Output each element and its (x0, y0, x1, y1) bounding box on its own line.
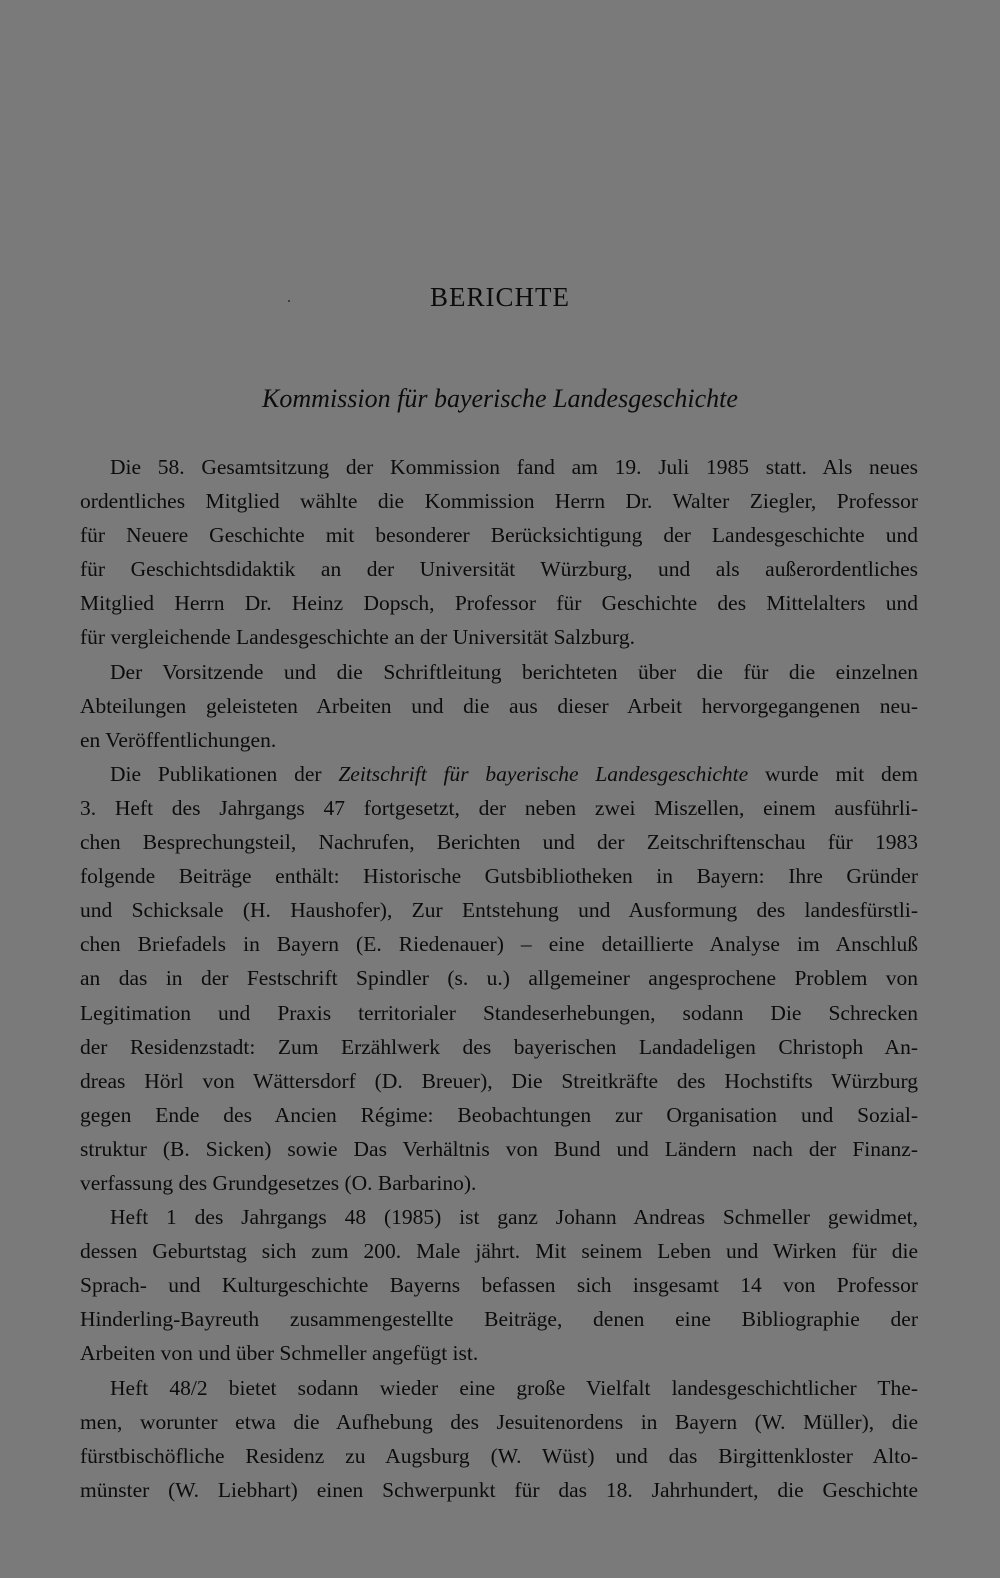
text-line: Heft 48/2 bietet sodann wieder eine große Vielfalt landesgeschichtlicher The- (110, 1375, 918, 1400)
paragraph-5 (80, 1371, 918, 1507)
text-line: verfassung des Grundgesetzes (O. Barbarino). (80, 1170, 477, 1195)
text-line: dreas Hörl von Wättersdorf (D. Breuer), Die Streitkräfte des Hochstifts Würzburg (80, 1068, 918, 1093)
text-line: Arbeiten von und über Schmeller angefügt ist. (80, 1341, 479, 1366)
text-line: für vergleichende Landesgeschichte an der Universität Salzburg. (80, 625, 636, 650)
text-line: fürstbischöfliche Residenz zu Augsburg (W. Wüst) und das Birgittenkloster Alto- (80, 1443, 918, 1468)
text-run: wurde mit dem (748, 761, 918, 786)
text-run: Die Publikationen der (110, 761, 339, 786)
text-line: men, worunter etwa die Aufhebung des Jesuitenordens in Bayern (W. Müller), die (80, 1409, 918, 1434)
journal-title: Zeitschrift für bayerische Landesgeschichte (338, 761, 749, 786)
text-line: gegen Ende des Ancien Régime: Beobachtungen zur Organisation und Sozial- (80, 1102, 918, 1127)
text-line: Heft 1 des Jahrgangs 48 (1985) ist ganz Johann Andreas Schmeller gewidmet, (110, 1205, 918, 1230)
text-line (80, 757, 918, 791)
text-line: und Schicksale (H. Haushofer), Zur Entstehung und Ausformung des landesfürstli- (80, 898, 918, 923)
paragraph-1 (80, 450, 918, 655)
paragraph-3 (80, 757, 918, 1200)
paragraph-4 (80, 1200, 918, 1370)
text-line: folgende Beiträge enthält: Historische Gutsbibliotheken in Bayern: Ihre Gründer (80, 864, 918, 889)
text-line: Sprach- und Kulturgeschichte Bayerns befassen sich insgesamt 14 von Professor (80, 1273, 918, 1298)
section-heading: BERICHTE (430, 282, 570, 312)
text-line: an das in der Festschrift Spindler (s. u.) allgemeiner angesprochene Problem von (80, 966, 918, 991)
body-text (80, 450, 918, 1507)
text-line: struktur (B. Sicken) sowie Das Verhältnis von Bund und Ländern nach der Finanz- (80, 1136, 918, 1161)
text-line: Legitimation und Praxis territorialer Standeserhebungen, sodann Die Schrecken (80, 1000, 918, 1025)
text-line: für Neuere Geschichte mit besonderer Berücksichtigung der Landesgeschichte und (80, 523, 918, 548)
text-line: dessen Geburtstag sich zum 200. Male jährt. Mit seinem Leben und Wirken für die (80, 1239, 918, 1264)
article-title: Kommission für bayerische Landesgeschichte (262, 384, 738, 413)
text-line: 3. Heft des Jahrgangs 47 fortgesetzt, der neben zwei Miszellen, einem ausführli- (80, 795, 918, 820)
text-line: Der Vorsitzende und die Schriftleitung berichteten über die für die einzelnen (110, 659, 918, 684)
text-line: Die 58. Gesamtsitzung der Kommission fand am 19. Juli 1985 statt. Als neues (110, 455, 918, 479)
text-line: chen Briefadels in Bayern (E. Riedenauer) – eine detaillierte Analyse im Anschluß (80, 932, 918, 957)
text-line: münster (W. Liebhart) einen Schwerpunkt für das 18. Jahrhundert, die Geschichte (80, 1477, 918, 1502)
text-line: Mitglied Herrn Dr. Heinz Dopsch, Professor für Geschichte des Mittelalters und (80, 591, 918, 616)
text-line: der Residenzstadt: Zum Erzählwerk des bayerischen Landadeligen Christoph An- (80, 1034, 918, 1059)
text-line: ordentliches Mitglied wählte die Kommission Herrn Dr. Walter Ziegler, Professor (80, 489, 918, 514)
text-line: für Geschichtsdidaktik an der Universität Würzburg, und als außerordentliches (80, 557, 918, 582)
text-line: en Veröffentlichungen. (80, 727, 277, 752)
text-line: chen Besprechungsteil, Nachrufen, Berichten und der Zeitschriftenschau für 1983 (80, 830, 918, 855)
text-line: Abteilungen geleisteten Arbeiten und die aus dieser Arbeit hervorgegangenen neu- (80, 693, 918, 718)
paragraph-2 (80, 655, 918, 757)
text-line: Hinderling-Bayreuth zusammengestellte Beiträge, denen eine Bibliographie der (80, 1307, 918, 1332)
